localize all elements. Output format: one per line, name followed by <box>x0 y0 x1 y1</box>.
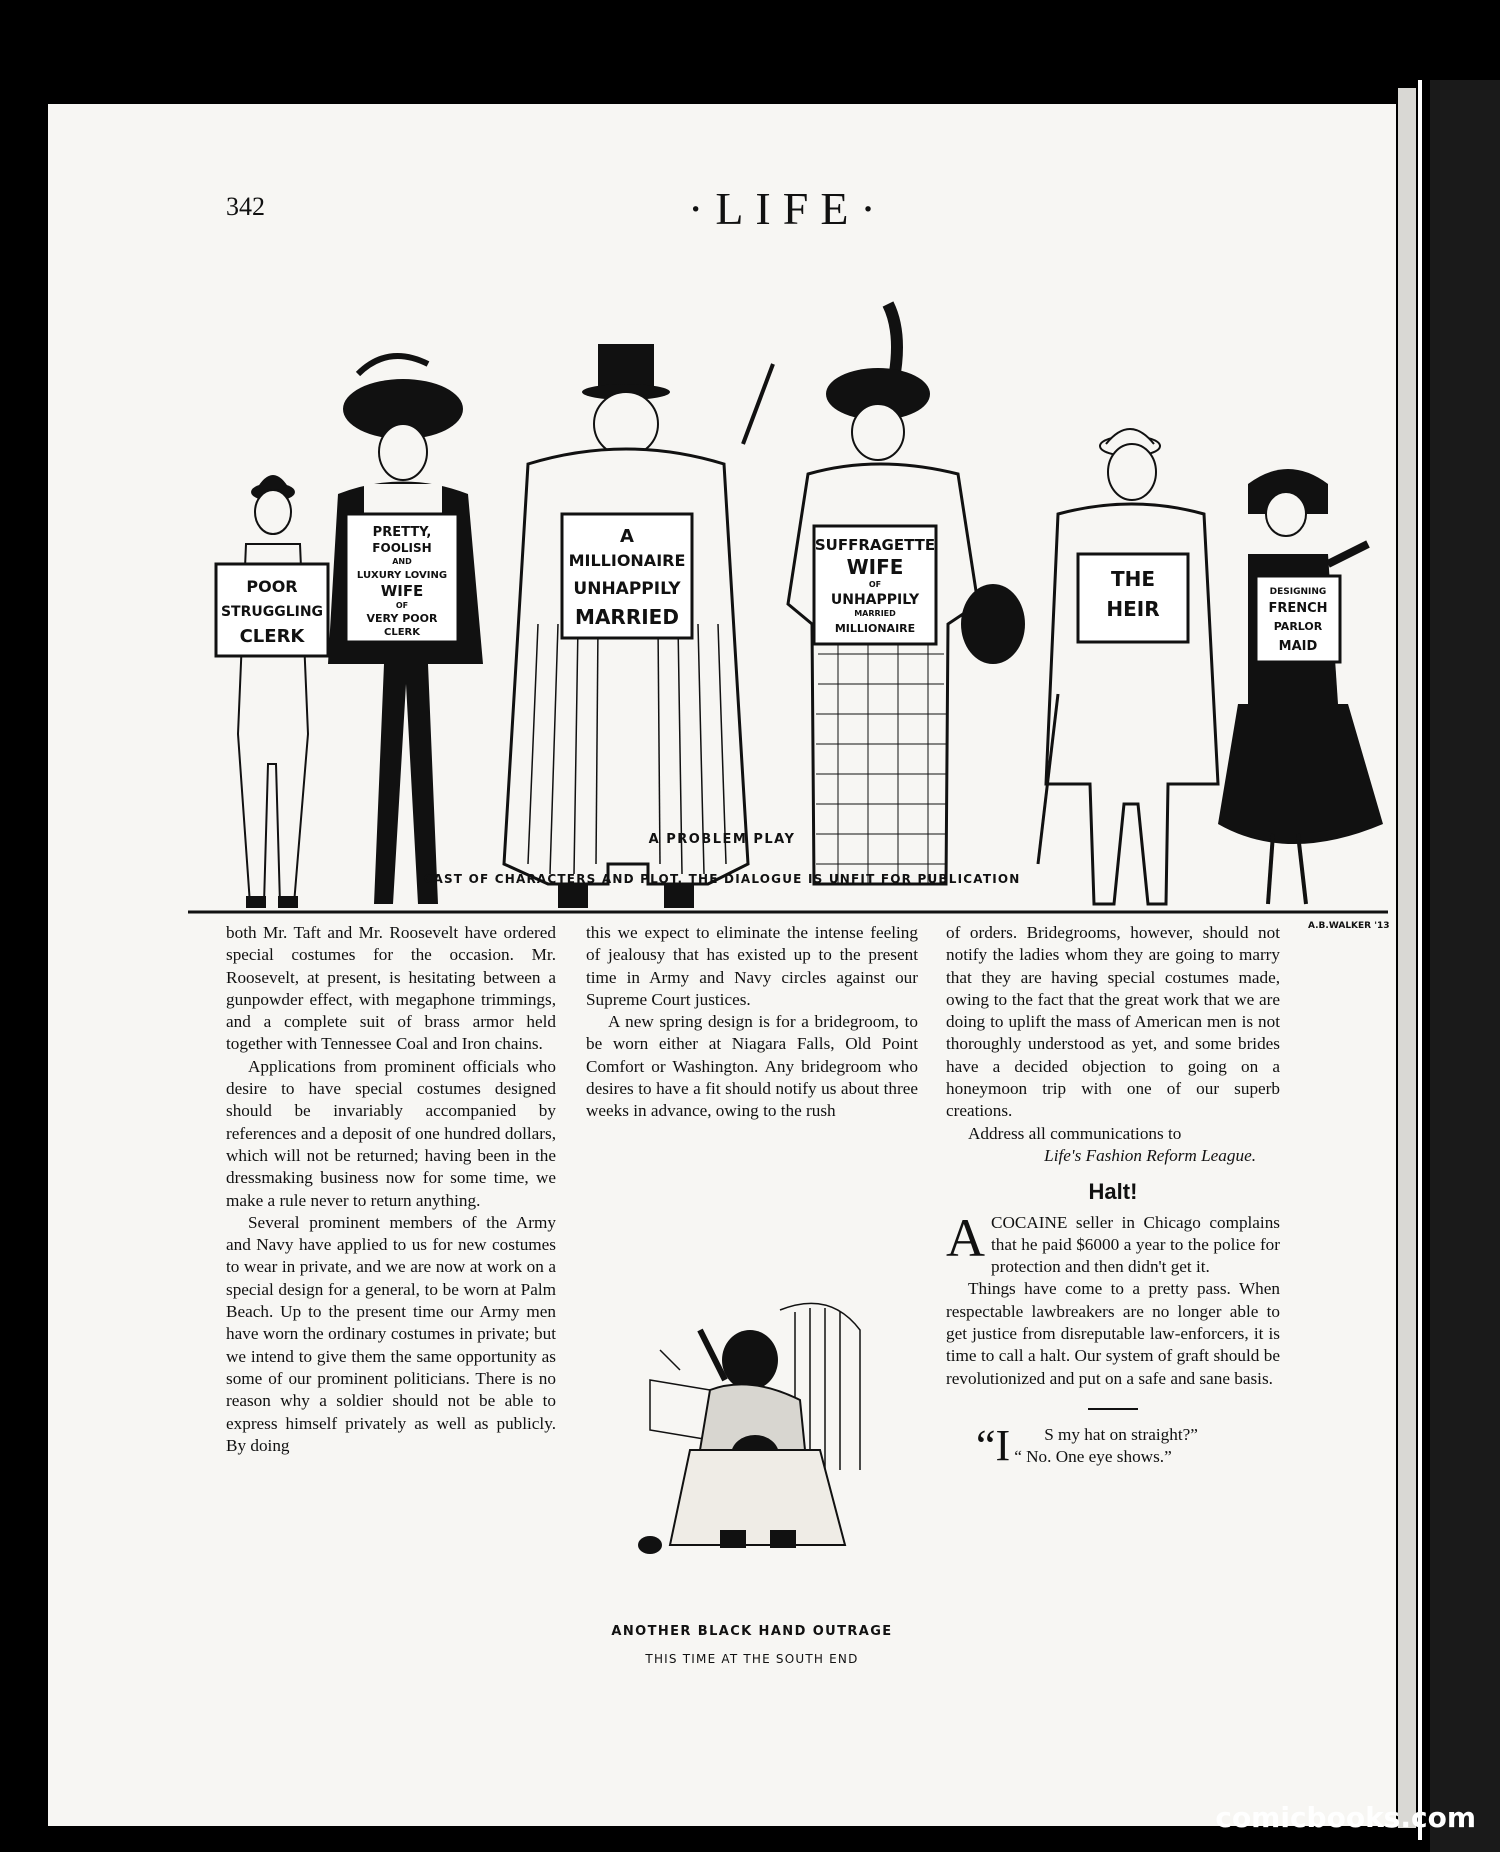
col2-paragraph-1: this we expect to eliminate the intense feeling of jealousy that has existed up to the present time in Army and Navy circles against our Supreme Court justices. <box>586 923 918 1009</box>
sign-suffragette-line-5: MARRIED <box>854 609 896 618</box>
column-2 <box>586 922 918 1123</box>
dialogue-line-2: “ No. One eye shows.” <box>1014 1447 1172 1467</box>
sign-heir-line-1: THE <box>1110 567 1156 591</box>
sign-wife-line-6: OF <box>395 601 409 610</box>
hat-dialogue <box>946 1420 1280 1470</box>
halt-paragraph-1: COCAINE seller in Chicago complains that he paid $6000 a year to the police for protection and then didn't get it. <box>991 1212 1280 1277</box>
sign-clerk-line-2: STRUGGLING <box>220 604 324 620</box>
halt-heading: Halt! <box>1088 1179 1138 1205</box>
col2-paragraph-2: A new spring design is for a bridegroom, to be worn either at Niagara Falls, Old Point Comfort or Washington. Any bridegroom who desires to have a fit should notify us about three weeks in advance, owing to the rush <box>586 1012 918 1121</box>
sign-maid-line-2: FRENCH <box>1268 601 1328 616</box>
sign-wife-line-4: LUXURY LOVING <box>356 570 448 581</box>
sign-maid-line-3: PARLOR <box>1273 620 1323 633</box>
black-hand-cartoon <box>630 1290 892 1558</box>
sign-wife-line-8: CLERK <box>384 627 420 638</box>
halt-dropcap: A <box>946 1207 985 1268</box>
page-edge <box>1398 88 1416 1828</box>
artist-signature: A.B.WALKER '13 <box>1308 921 1390 931</box>
sign-suffragette-line-1: SUFFRAGETTE <box>814 536 936 554</box>
adjacent-page <box>1430 80 1500 1852</box>
halt-paragraph-2: Things have come to a pretty pass. When respectable lawbreakers are no longer able to get justice from disreputable law-enforcers, it is time to call a halt. Our system of graft should be revolutionized and put on a safe and sane basis. <box>946 1279 1280 1388</box>
column-1 <box>226 922 556 1457</box>
sign-clerk-line-1: POOR <box>246 577 298 596</box>
col3-paragraph-1: of orders. Bridegrooms, however, should not notify the ladies whom they are going to marry that they are having special costumes made, owing to the fact that the great work that we are doing to uplift the mass of American men is not thoroughly understood as yet, and some brides have a decided objection to going on a honeymoon trip with one of our superb creations. <box>946 923 1280 1121</box>
sign-millionaire-line-2: MILLIONAIRE <box>568 551 686 570</box>
black-hand-title: ANOTHER BLACK HAND OUTRAGE <box>611 1624 893 1639</box>
col1-paragraph-1: both Mr. Taft and Mr. Roosevelt have ordered special costumes for the occasion. Mr. Roosevelt, at present, is hesitating between a gunpowder effect, with megaphone trimmings, and a complete suit of brass armor held together with Tennessee Coal and Iron chains. <box>226 923 556 1054</box>
sign-suffragette-line-4: UNHAPPILY <box>830 592 920 608</box>
cartoon-title: A PROBLEM PLAY <box>648 832 796 847</box>
sign-millionaire-line-4: MARRIED <box>575 605 679 629</box>
sign-maid-line-4: MAID <box>1278 639 1318 654</box>
sign-heir-line-2: HEIR <box>1106 597 1160 621</box>
address-line: Address all communications to <box>968 1123 1182 1143</box>
cartoon-subtitle: CAST OF CHARACTERS AND PLOT. THE DIALOGUE IS UNFIT FOR PUBLICATION <box>423 872 1021 886</box>
sign-wife-line-7: VERY POOR <box>366 612 438 625</box>
sign-wife-line-2: FOOLISH <box>372 541 432 555</box>
page-edge-highlight <box>1418 80 1422 1840</box>
sign-suffragette-line-6: MILLIONAIRE <box>834 622 916 635</box>
magazine-page <box>48 104 1396 1826</box>
col1-paragraph-3: Several prominent members of the Army and Navy have applied to us for new costumes to wear in private, and we are now at work on a special design for a general, to be worn at Palm Beach. Up to the present time our Army men have worn the ordinary costumes in private; but we intend to give them the same opportunity as some of our prominent politicians. There is no reason why a soldier should not be able to express himself privately as well as publicly. By doing <box>226 1212 556 1455</box>
problem-play-cartoon <box>188 264 1390 931</box>
site-watermark: comicbooks.com <box>1215 1801 1476 1834</box>
dialogue-line-1: S my hat on straight?” <box>1044 1424 1198 1444</box>
column-3 <box>946 922 1280 1469</box>
sign-maid-line-1: DESIGNING <box>1269 587 1327 597</box>
page-number: 342 <box>226 192 265 221</box>
sign-millionaire-line-3: UNHAPPILY <box>573 579 681 599</box>
league-signature: Life's Fashion Reform League. <box>1044 1145 1256 1165</box>
dialogue-dropcap: “I <box>976 1420 1011 1470</box>
sign-wife-line-3: AND <box>392 557 412 566</box>
sign-wife-line-5: WIFE <box>380 582 424 600</box>
sign-suffragette-line-3: OF <box>868 580 882 589</box>
sign-millionaire-line-1: A <box>620 526 634 547</box>
sign-clerk-line-3: CLERK <box>239 626 305 647</box>
black-hand-subtitle: THIS TIME AT THE SOUTH END <box>645 1652 859 1666</box>
sign-suffragette-line-2: WIFE <box>846 555 904 579</box>
sign-wife-line-1: PRETTY, <box>372 525 432 540</box>
col1-paragraph-2: Applications from prominent officials who desire to have special costumes designed should be invariably accompanied by references and a deposit of one hundred dollars, which will not be returned; having been in the dressmaking business now for some time, we make a rule never to return anything. <box>226 1056 556 1210</box>
section-divider <box>1088 1408 1138 1410</box>
masthead: ·LIFE· <box>688 183 888 234</box>
